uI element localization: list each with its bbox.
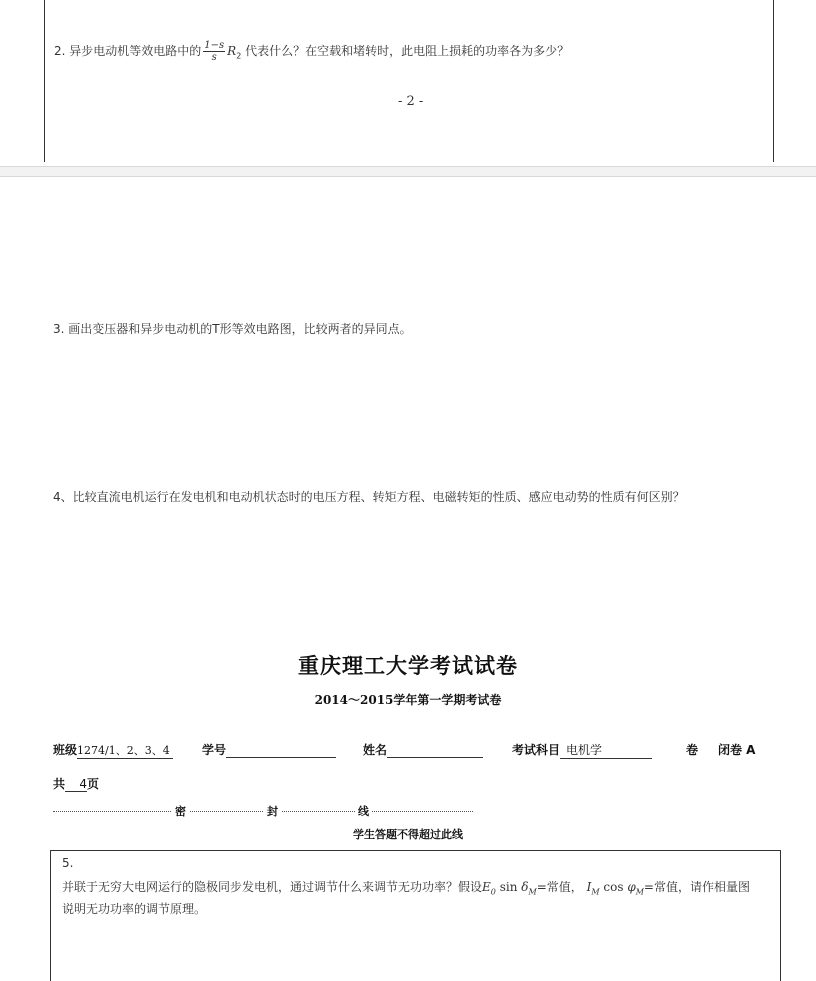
class-field: [53, 741, 173, 759]
current-var: I: [586, 880, 592, 894]
subject-value: [560, 741, 652, 759]
fraction-denominator: s: [211, 52, 217, 63]
fraction-numerator: 1−s: [204, 40, 225, 51]
page-number: - 2 -: [398, 94, 424, 109]
question-5-text: 并联于无穷大电网运行的隐极同步发电机，通过调节什么来调节无功功率？假设: [62, 880, 483, 894]
delta-sub: M: [528, 887, 537, 897]
emf-var: E: [482, 880, 491, 894]
resistance-var: R: [227, 44, 237, 58]
question-4: 4、比较直流电机运行在发电机和电动机状态时的电压方程、转矩方程、电磁转矩的性质、感应电动势的性质有何区别？: [53, 490, 685, 504]
cos-fn: cos: [603, 880, 624, 894]
student-id-field: [202, 741, 336, 758]
seal-xian: 线: [355, 803, 372, 819]
total-label: 共: [53, 777, 66, 791]
pages-label: 页: [87, 777, 100, 791]
page-1-right-border: [773, 0, 774, 162]
name-field: [363, 741, 483, 758]
delta-var: δ: [521, 880, 529, 894]
phi-sub: M: [635, 887, 644, 897]
question-2: [54, 40, 569, 63]
paper-type: 闭卷 A: [718, 743, 756, 757]
page-separator: [0, 166, 816, 177]
name-label: 姓名: [363, 743, 388, 757]
seal-notice: 学生答题不得超过此线: [353, 828, 463, 841]
current-sub: M: [591, 887, 600, 897]
emf-sub: 0: [490, 887, 496, 897]
page-1-left-border: [44, 0, 45, 162]
exam-title: 重庆理工大学考试试卷: [298, 653, 518, 678]
class-value: 1274/1、2、3、4: [77, 742, 173, 759]
question-2-suffix: 代表什么？在空载和堵转时，此电阻上损耗的功率各为多少？: [245, 44, 570, 58]
seal-mi: 密: [172, 803, 189, 819]
exam-subtitle: 2014～2015学年第一学期考试卷: [314, 693, 502, 707]
subject-field: [512, 741, 652, 759]
total-pages-field: [53, 775, 99, 792]
resistance-sub: 2: [236, 51, 242, 61]
question-2-prefix: 2. 异步电动机等效电路中的: [54, 44, 202, 58]
question-3: 3. 画出变压器和异步电动机的T形等效电路图，比较两者的异同点。: [53, 322, 412, 336]
seal-feng: 封: [264, 803, 281, 819]
total-value: 4: [65, 777, 87, 792]
class-label: 班级: [53, 743, 78, 757]
student-id-label: 学号: [202, 743, 227, 757]
seal-dotted-line: [53, 811, 473, 812]
sin-fn: sin: [499, 880, 518, 894]
question-5-line2: 说明无功功率的调节原理。: [62, 902, 207, 916]
paper-label: 卷: [686, 743, 699, 757]
fraction: [203, 40, 225, 63]
phi-var: φ: [627, 880, 636, 894]
student-id-blank[interactable]: [226, 743, 336, 758]
subject-value-text: 电机学: [566, 743, 603, 757]
const-2: =常值，请作相量图: [643, 880, 750, 894]
subject-label: 考试科目: [512, 743, 561, 757]
question-5-number: 5.: [62, 856, 74, 870]
const-1: =常值，: [536, 880, 583, 894]
name-blank[interactable]: [387, 743, 483, 758]
question-5-line1: [62, 878, 750, 896]
